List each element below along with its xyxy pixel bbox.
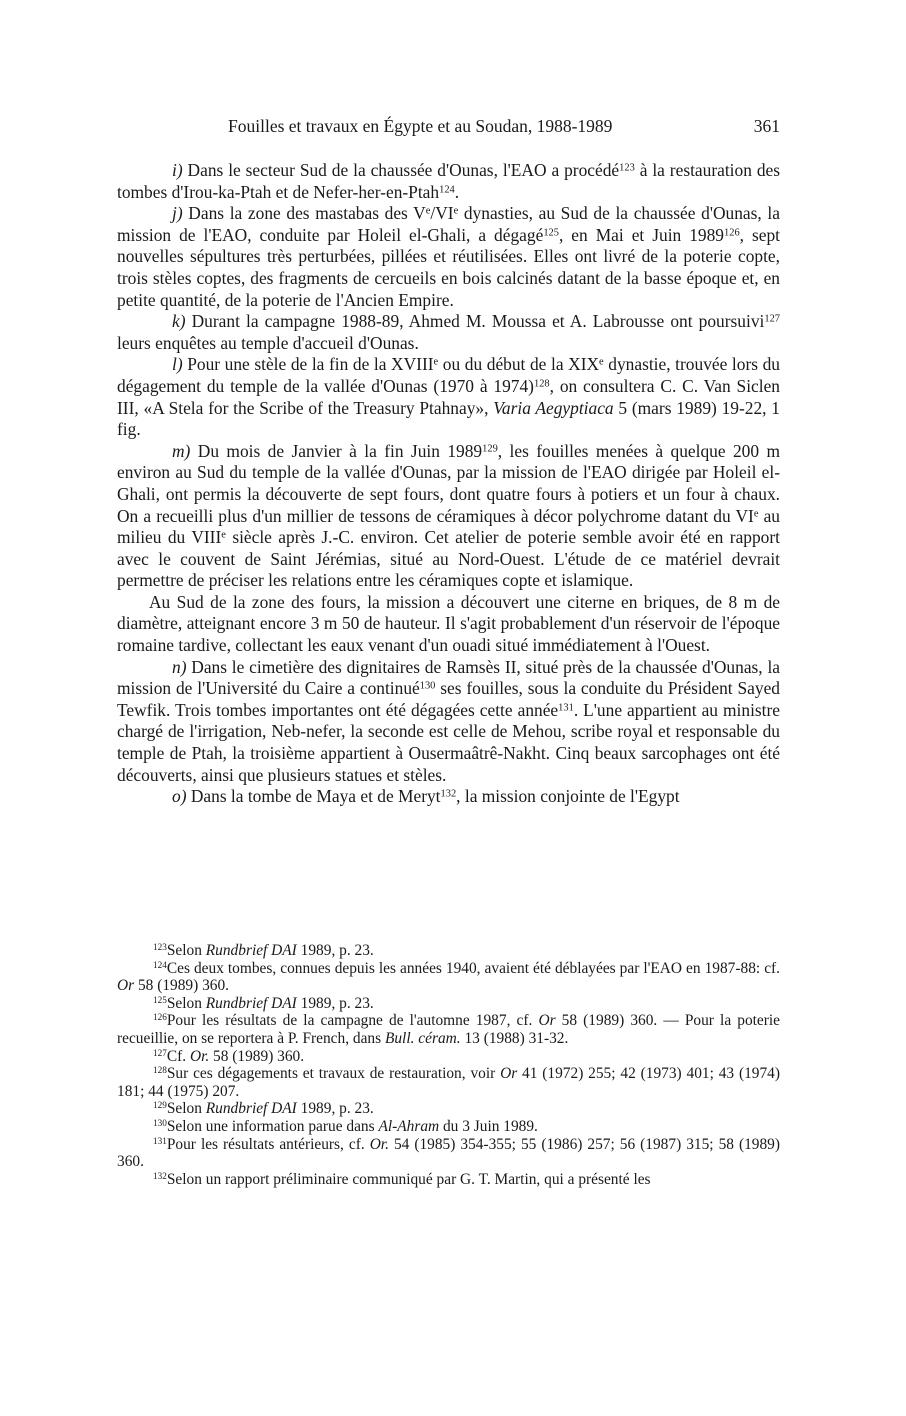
page-header [117,116,780,142]
footnote-ref: 132 [440,788,457,800]
footnote: $^{126}$Pour les résultats de la campagne de l'automne 1987, cf. Or 58 (1989) 360. — Pour la poterie recueillie, on se reportera à P. French, dans Bull. céram. 13 (1988) 31-32. [117,1012,780,1047]
paragraph-i: i) Dans le secteur Sud de la chaussée d'Ounas, l'EAO a procédé$^{123}$ à la restauration des tombes d'Irou-ka-Ptah et de Nefer-her-en-Ptah$^{124}$. [117,160,780,202]
footnote: $^{125}$Selon Rundbrief DAI 1989, p. 23. [153,994,374,1012]
paragraph-m-continued: Au Sud de la zone des fours, la mission a découvert une citerne en briques, de 8 m de diamètre, atteignant encore 3 m 50 de hauteur. Il s'agit probablement d'un réservoir de l'époque romaine tardive, collectant les eaux venant d'un ouadi situé immédiatement à l'Ouest. [117,591,780,656]
paragraph-n: n) Dans le cimetière des dignitaires de Ramsès II, situé près de la chaussée d'Ounas, la mission de l'Université du Caire a continué$^{130}$ ses fouilles, sous la conduite du Président Sayed Tewfik. Trois tombes importantes ont été dégagées cette année$^{131}$. L'une appartient au ministre chargé de l'irrigation, Neb-nefer, la seconde est celle de Mehou, scribe royal et responsable du temple de Ptah, la troisième appartient à Ousermaâtrê-Nakht. Cinq beaux sarcophages ont été découverts, ainsi que plusieurs statues et stèles. [117,656,781,785]
paragraph-l: l) Pour une stèle de la fin de la XVIIIe ou du début de la XIXe dynastie, trouvée lors du dégagement du temple de la vallée d'Ounas (1970 à 1974)$^{128}$, on consultera C. C. Van Siclen III, «A Stela for the Scribe of the Treasury Ptahnay», Varia Aegyptiaca 5 (mars 1989) 19-22, 1 fig. [117,354,781,440]
page-number: 361 [753,116,780,136]
journal-title: Varia Aegyptiaca [493,397,614,418]
paragraph-m: m) Du mois de Janvier à la fin Juin 1989$^{129}$, les fouilles menées à quelque 200 m environ au Sud du temple de la vallée d'Ounas, par la mission de l'EAO dirigée par Holeil el-Ghali, ont permis la découverte de sept fours, dont quatre fours à potiers et un four à chaux. On a recueilli plus d'un millier de tessons de céramiques à décor polychrome datant du VIe au milieu du VIIIe siècle après J.-C. environ. Cet atelier de poterie semble avoir été en rapport avec le couvent de Saint Jérémias, situé au Nord-Ouest. L'étude de ce matériel devrait permettre de préciser les relations entre les céramiques copte et islamique. [117,440,781,591]
main-text [117,160,780,808]
footnote: $^{123}$Selon Rundbrief DAI 1989, p. 23. [153,941,374,959]
footnote-ref: 125 [543,227,559,239]
footnote: $^{129}$Selon Rundbrief DAI 1989, p. 23. [153,1100,374,1118]
paragraph-k: k) Durant la campagne 1988-89, Ahmed M. Moussa et A. Labrousse ont poursuivi$^{127}$ leurs enquêtes au temple d'accueil d'Ounas. [117,311,780,353]
running-title: Fouilles et travaux en Égypte et au Soudan, 1988-1989 [228,116,613,136]
footnote: $^{127}$Cf. Or. 58 (1989) 360. [153,1047,305,1065]
footnote: $^{132}$Selon un rapport préliminaire communiqué par G. T. Martin, qui a présenté les [153,1170,651,1188]
footnote-ref: 131 [558,702,574,714]
footnote-ref: 127 [764,313,780,325]
footnote-ref: 130 [419,680,436,692]
footnote-ref: 128 [533,378,550,390]
footnote-ref: 124 [439,183,455,195]
footnote-ref: 129 [482,442,498,454]
paragraph-o: o) Dans la tombe de Maya et de Meryt$^{132}$, la mission conjointe de l'Egypt [172,786,680,807]
footnote-ref: 126 [724,227,740,239]
footnote: $^{128}$Sur ces dégagements et travaux de restauration, voir Or 41 (1972) 255; 42 (1973) 401; 43 (1974) 181; 44 (1975) 207. [117,1065,780,1100]
footnote-ref: 123 [619,162,635,174]
paragraph-j: j) Dans la zone des mastabas des Ve/VIe dynasties, au Sud de la chaussée d'Ounas, la mission de l'EAO, conduite par Holeil el-Ghali, a dégagé$^{125}$, en Mai et Juin 1989$^{126}$, sept nouvelles sépultures très perturbées, pillées et réutilisées. Elles ont livré de la poterie copte, trois stèles coptes, des fragments de cercueils en bois calcinés datant de la basse époque et, en petite quantité, de la poterie de l'Ancien Empire. [117,203,781,310]
footnote: $^{130}$Selon une information parue dans Al-Ahram du 3 Juin 1989. [153,1117,538,1135]
footnotes [117,942,780,1188]
footnote: $^{131}$Pour les résultats antérieurs, cf. Or. 54 (1985) 354-355; 55 (1986) 257; 56 (1987) 315; 58 (1989) 360. [117,1135,780,1171]
footnote: $^{124}$Ces deux tombes, connues depuis les années 1940, avaient été déblayées par l'EAO en 1987-88: cf. Or 58 (1989) 360. [117,959,780,995]
